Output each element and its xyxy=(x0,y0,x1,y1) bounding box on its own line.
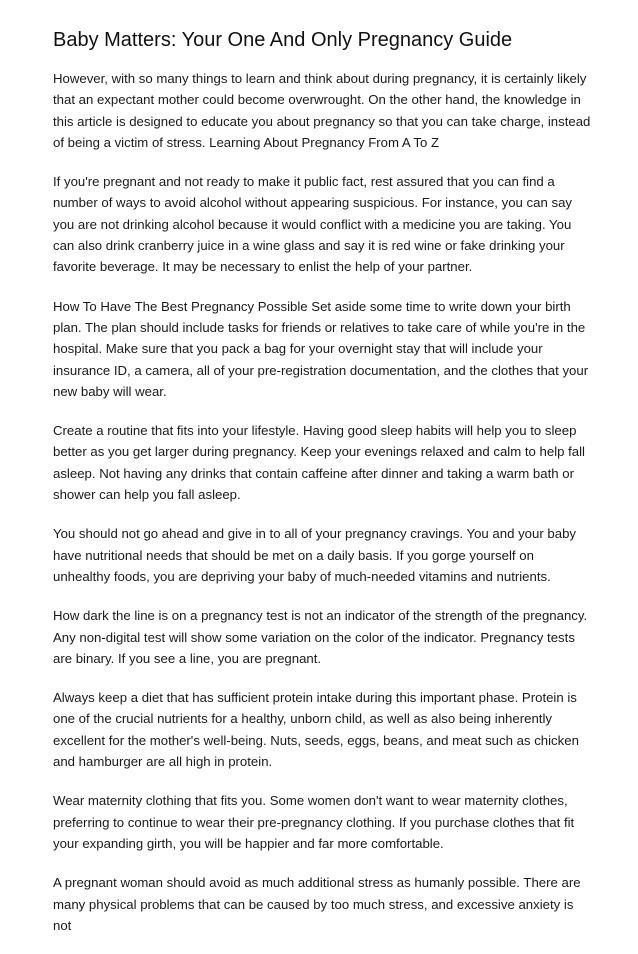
paragraph-4: Create a routine that fits into your lifestyle. Having good sleep habits will help you to sleep better as you get larger during pregnancy. Keep your evenings relaxed and calm to help fall asleep. Not having any drinks that contain caffeine after dinner and taking a warm bath or shower can help you fall asleep. xyxy=(53,423,585,503)
paragraph-2: If you're pregnant and not ready to make it public fact, rest assured that you can find a number of ways to avoid alcohol without appearing suspicious. For instance, you can say you are not drinking alcohol because it would conflict with a medicine you are taking. You can also drink cranberry juice in a wine glass and say it is red wine or fake drinking your favorite beverage. It may be necessary to enlist the help of your partner. xyxy=(53,174,572,275)
paragraph-1: However, with so many things to learn and think about during pregnancy, it is certainly likely that an expectant mother could become overwrought. On the other hand, the knowledge in this article is designed to educate you about pregnancy so that you can take charge, instead of being a victim of stress. Learning About Pregnancy From A To Z xyxy=(53,71,591,150)
paragraph-3: How To Have The Best Pregnancy Possible Set aside some time to write down your birth plan. The plan should include tasks for friends or relatives to take care of while you're in the hospital. Make sure that you pack a bag for your overnight stay that will include your insurance ID, a camera, all of your pre-registration documentation, and the clothes that your new baby will wear. xyxy=(53,298,589,399)
document-body xyxy=(53,68,593,954)
paragraph-5: You should not go ahead and give in to all of your pregnancy cravings. You and your baby have nutritional needs that should be met on a daily basis. If you gorge yourself on unhealthy foods, you are depriving your baby of much-needed vitamins and nutrients. xyxy=(53,526,576,584)
paragraph-7: Always keep a diet that has sufficient protein intake during this important phase. Protein is one of the crucial nutrients for a healthy, unborn child, as well as also being inherently excellent for the mother's well-being. Nuts, seeds, eggs, beans, and meat such as chicken and hamburger are all high in protein. xyxy=(53,690,579,770)
paragraph-6: How dark the line is on a pregnancy test is not an indicator of the strength of the pregnancy. Any non-digital test will show some variation on the color of the indicator. Pregnancy tests are binary. If you see a line, you are pregnant. xyxy=(53,608,588,666)
paragraph-9: A pregnant woman should avoid as much additional stress as humanly possible. There are many physical problems that can be caused by too much stress, and excessive anxiety is not xyxy=(53,875,581,933)
paragraph-8: Wear maternity clothing that fits you. Some women don't want to wear maternity clothes, preferring to continue to wear their pre-pregnancy clothing. If you purchase clothes that fit your expanding girth, you will be happier and far more comfortable. xyxy=(53,793,575,851)
document-title: Baby Matters: Your One And Only Pregnancy Guide xyxy=(53,29,513,51)
